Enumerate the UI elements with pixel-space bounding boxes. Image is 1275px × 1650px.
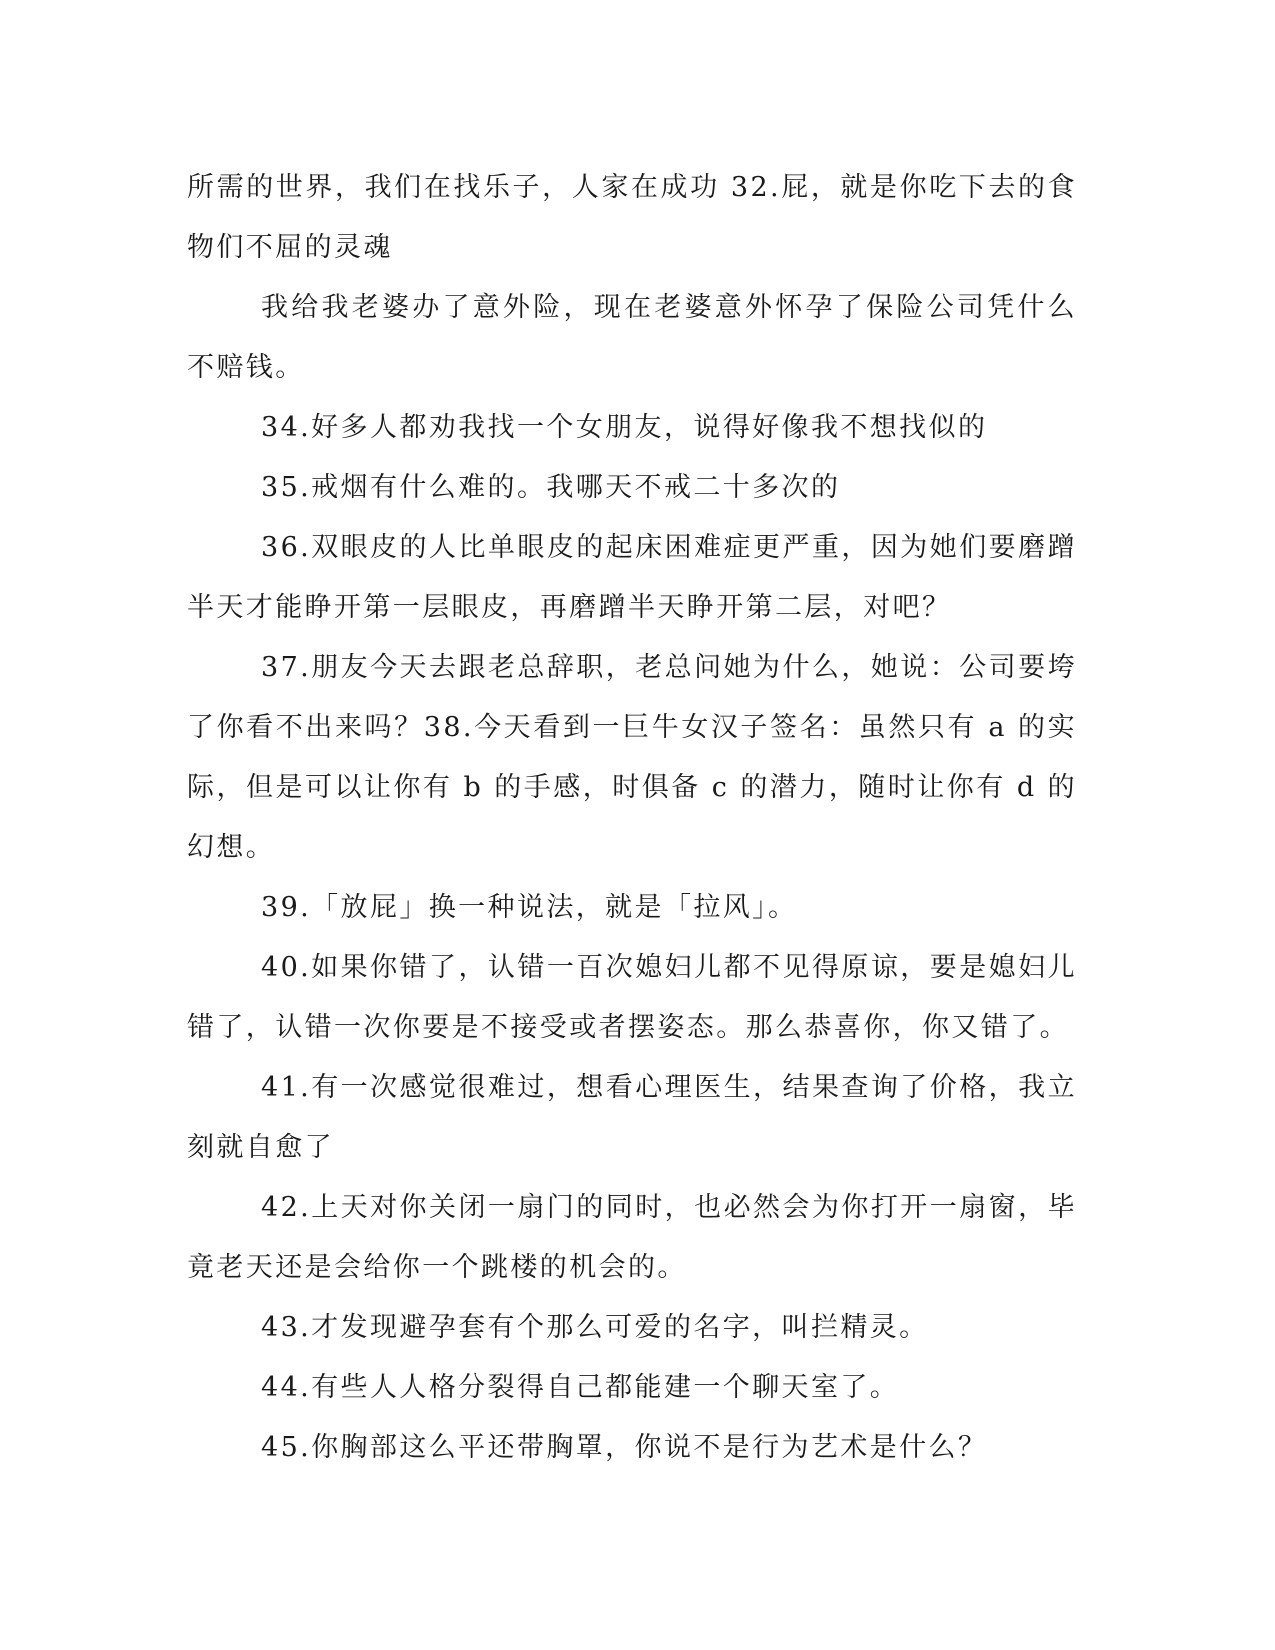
paragraph: 36.双眼皮的人比单眼皮的起床困难症更严重，因为她们要磨蹭半天才能睁开第一层眼皮，再磨蹭半天睁开第二层，对吧？ bbox=[187, 532, 1077, 623]
paragraph: 42.上天对你关闭一扇门的同时，也必然会为你打开一扇窗，毕竟老天还是会给你一个跳楼的机会的。 bbox=[187, 1192, 1077, 1283]
paragraph: 34.好多人都劝我找一个女朋友，说得好像我不想找似的 bbox=[261, 412, 988, 443]
paragraph: 37.朋友今天去跟老总辞职，老总问她为什么，她说：公司要垮了你看不出来吗？38.今天看到一巨牛女汉子签名：虽然只有 a 的实际，但是可以让你有 b 的手感，时俱备 c 的潜力，随时让你有 d 的幻想。 bbox=[187, 652, 1077, 863]
document-body bbox=[187, 158, 1077, 1478]
paragraph: 44.有些人人格分裂得自己都能建一个聊天室了。 bbox=[261, 1372, 900, 1403]
paragraph: 45.你胸部这么平还带胸罩，你说不是行为艺术是什么？ bbox=[261, 1432, 988, 1463]
paragraph: 43.才发现避孕套有个那么可爱的名字，叫拦精灵。 bbox=[261, 1312, 929, 1343]
paragraph: 39.「放屁」换一种说法，就是「拉风」。 bbox=[261, 892, 798, 923]
paragraph: 我给我老婆办了意外险，现在老婆意外怀孕了保险公司凭什么不赔钱。 bbox=[187, 292, 1077, 383]
paragraph: 40.如果你错了，认错一百次媳妇儿都不见得原谅，要是媳妇儿错了，认错一次你要是不接受或者摆姿态。那么恭喜你，你又错了。 bbox=[187, 952, 1077, 1043]
paragraph: 41.有一次感觉很难过，想看心理医生，结果查询了价格，我立刻就自愈了 bbox=[187, 1072, 1077, 1163]
paragraph: 所需的世界，我们在找乐子，人家在成功 32.屁，就是你吃下去的食物们不屈的灵魂 bbox=[187, 172, 1077, 263]
paragraph: 35.戒烟有什么难的。我哪天不戒二十多次的 bbox=[261, 472, 841, 503]
